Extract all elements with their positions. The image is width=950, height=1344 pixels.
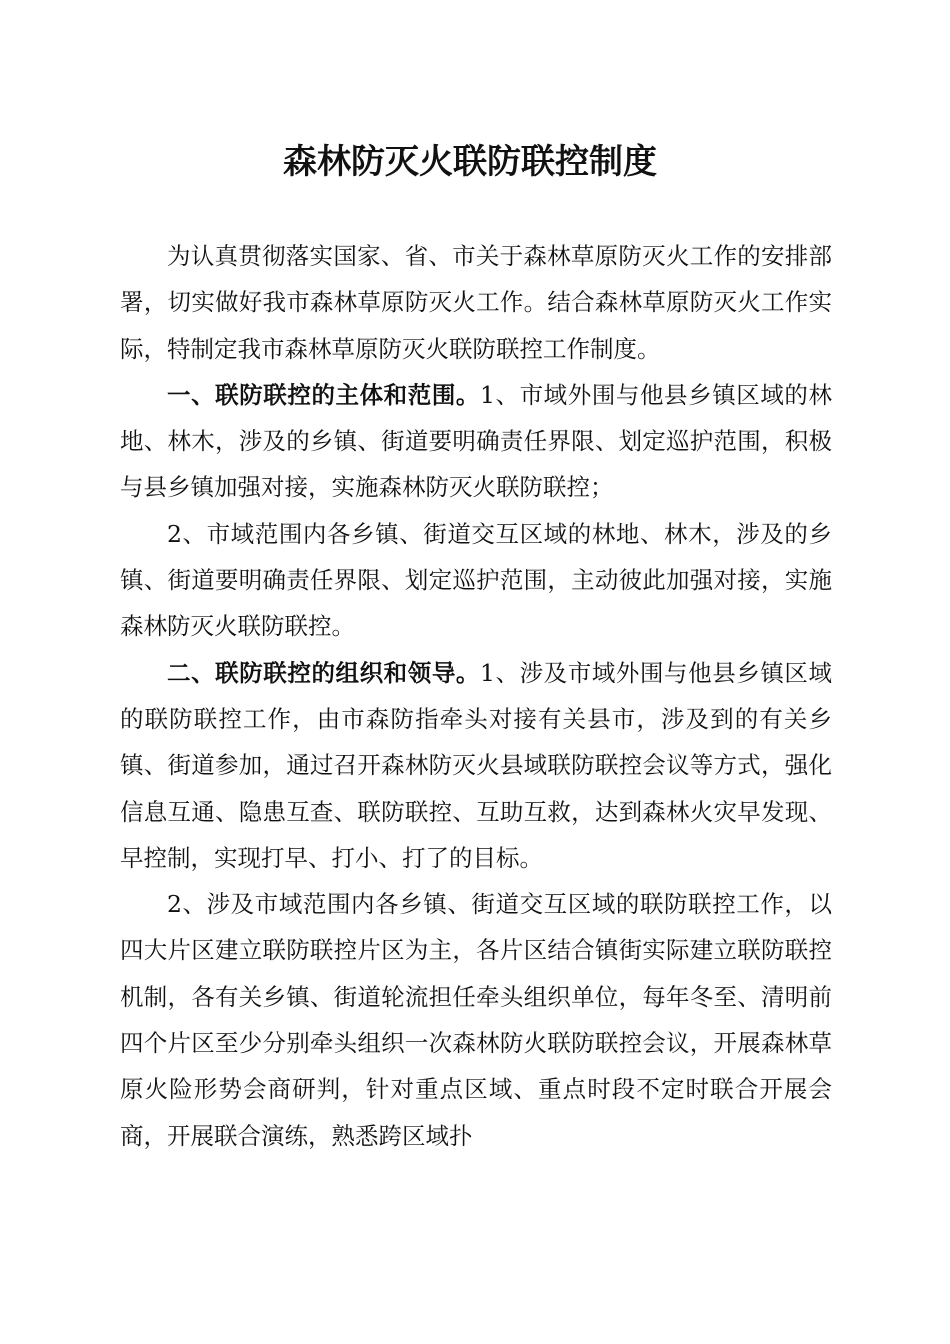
section-1-paragraph xyxy=(120,372,832,511)
section-2-paragraph xyxy=(120,650,832,881)
section-1-item-2: 2、市域范围内各乡镇、街道交互区域的林地、林木，涉及的乡镇、街道要明确责任界限、划定巡护范围，主动彼此加强对接，实施森林防灭火联防联控。 xyxy=(120,519,832,641)
document-title: 森林防灭火联防联控制度 xyxy=(283,142,657,182)
section-1-item-1: 1、市域外围与他县乡镇区域的林地、林木，涉及的乡镇、街道要明确责任界限、划定巡护范围，积极与县乡镇加强对接，实施森林防灭火联防联控； xyxy=(120,380,833,502)
section-1-heading: 一、联防联控的主体和范围。 xyxy=(167,380,480,409)
intro-paragraph: 为认真贯彻落实国家、省、市关于森林草原防灭火工作的安排部署，切实做好我市森林草原防灭火工作。结合森林草原防灭火工作实际，特制定我市森林草原防灭火联防联控工作制度。 xyxy=(120,242,832,363)
section-2-heading: 二、联防联控的组织和领导。 xyxy=(167,658,480,687)
document-body xyxy=(120,233,832,1159)
section-2-item-1: 1、涉及市域外围与他县乡镇区域的联防联控工作，由市森防指牵头对接有关县市，涉及到的有关乡镇、街道参加，通过召开森林防灭火县域联防联控会议等方式，强化信息互通、隐患互查、联防联控、互助互救，达到森林火灾早发现、早控制，实现打早、打小、打了的目标。 xyxy=(120,658,833,872)
section-2-item-2: 2、涉及市域范围内各乡镇、街道交互区域的联防联控工作，以四大片区建立联防联控片区为主，各片区结合镇街实际建立联防联控机制，各有关乡镇、街道轮流担任牵头组织单位，每年冬至、清明前四个片区至少分别牵头组织一次森林防火联防联控会议，开展森林草原火险形势会商研判，针对重点区域、重点时段不定时联合开展会商，开展联合演练，熟悉跨区域扑 xyxy=(120,890,832,1150)
